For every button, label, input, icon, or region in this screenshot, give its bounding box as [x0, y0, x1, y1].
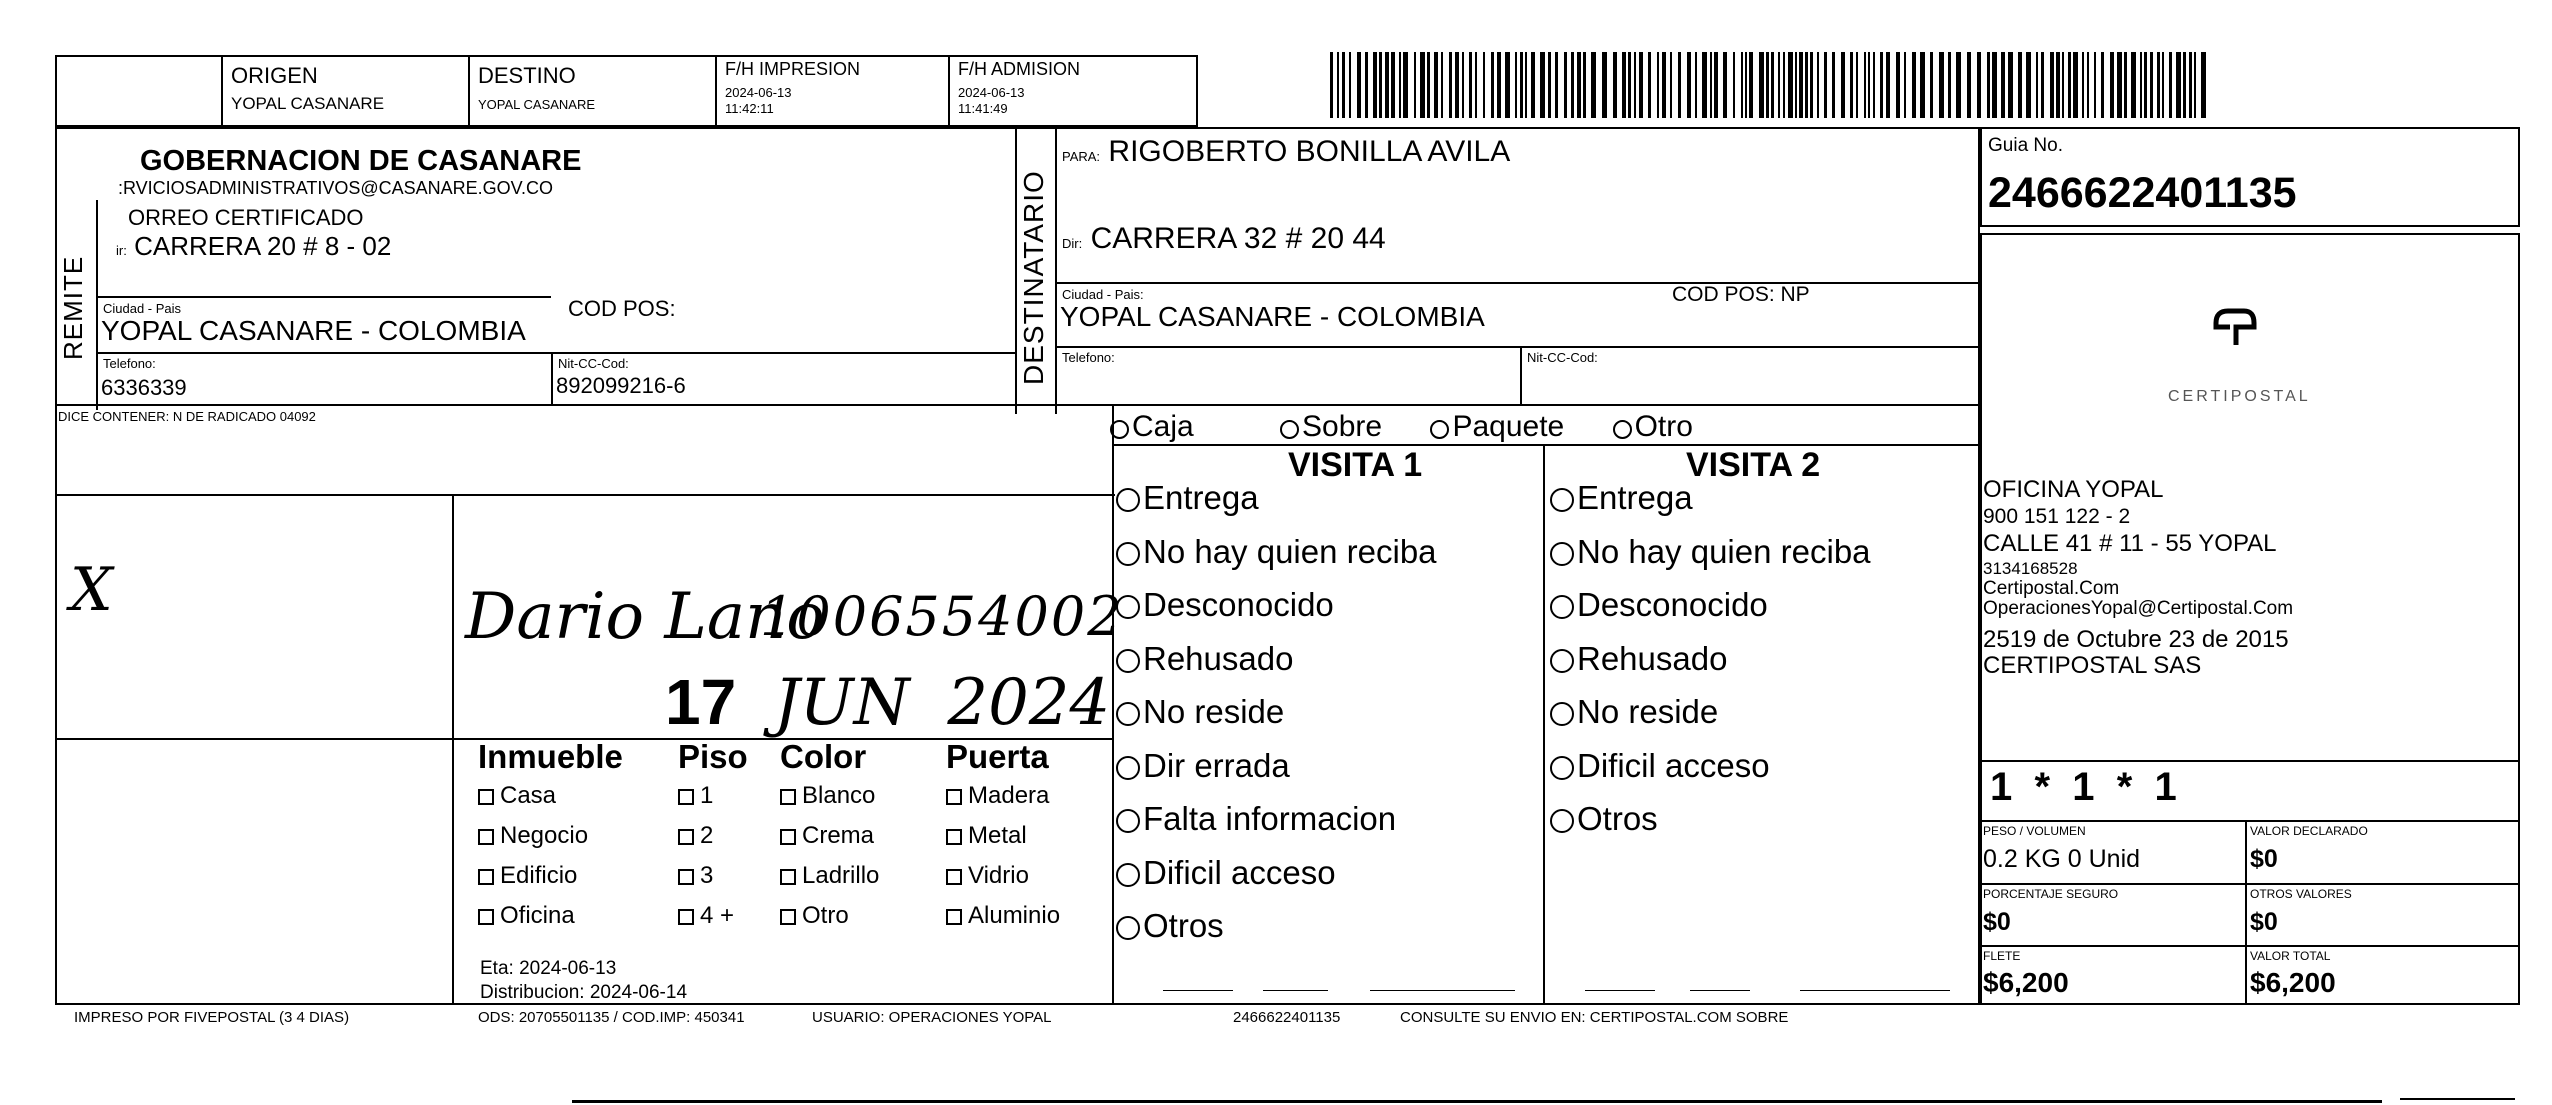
- remitente-phone: 6336339: [101, 375, 187, 400]
- destino-label: DESTINO: [478, 63, 576, 88]
- piso-header: Piso: [678, 738, 748, 775]
- para-label: PARA:: [1062, 149, 1101, 164]
- checkbox-icon[interactable]: [678, 909, 694, 925]
- barcode-bar: [1434, 52, 1438, 118]
- admision-date: 2024-06-13: [958, 85, 1025, 100]
- impresion-time: 11:42:11: [725, 101, 774, 116]
- visita2-option[interactable]: Entrega: [1550, 480, 1693, 516]
- barcode-bar: [2124, 52, 2127, 118]
- visita2-option[interactable]: Desconocido: [1550, 587, 1768, 623]
- barcode-bar: [1788, 52, 1793, 118]
- barcode-bar: [1420, 52, 1425, 118]
- barcode-bar: [1702, 52, 1707, 118]
- barcode-bar: [1540, 52, 1545, 118]
- barcode-bar: [1373, 52, 1377, 118]
- barcode-bar: [1733, 52, 1735, 118]
- radio-icon[interactable]: [1550, 756, 1574, 780]
- destino-cell: [468, 55, 717, 127]
- barcode-bar: [1783, 52, 1785, 118]
- admision-cell: [948, 55, 1198, 127]
- remitente-name: GOBERNACION DE CASANARE: [140, 145, 582, 177]
- radio-icon[interactable]: [1550, 702, 1574, 726]
- barcode-bar: [1475, 52, 1477, 118]
- peso-label: PESO / VOLUMEN: [1983, 824, 2086, 838]
- barcode-bar: [1977, 52, 1981, 118]
- inmueble-checkbox-item[interactable]: Edificio: [478, 862, 577, 890]
- barcode-bar: [1385, 52, 1389, 118]
- barcode-bar: [1613, 52, 1617, 118]
- barcode-bar: [2189, 52, 2192, 118]
- barcode-bar: [1403, 52, 1408, 118]
- remitente-service: ORREO CERTIFICADO: [128, 205, 364, 230]
- barcode-bar: [2169, 52, 2172, 118]
- destinatario-side-label: DESTINATARIO: [1018, 170, 1049, 385]
- visita1-option[interactable]: Otros: [1116, 908, 1224, 944]
- barcode-bar: [2068, 52, 2071, 118]
- inmueble-checkbox-item[interactable]: 2: [678, 822, 713, 850]
- barcode-bar: [1795, 52, 1797, 118]
- inmueble-checkbox-item[interactable]: Negocio: [478, 822, 588, 850]
- destino-value: YOPAL CASANARE: [478, 97, 596, 112]
- impresion-cell: [715, 55, 950, 127]
- remitente-city: YOPAL CASANARE - COLOMBIA: [101, 315, 526, 346]
- company-resolution: 2519 de Octubre 23 de 2015: [1983, 626, 2289, 653]
- barcode-bar: [1778, 52, 1780, 118]
- remitente-nit-label: Nit-CC-Cod:: [558, 356, 629, 371]
- checkbox-icon[interactable]: [946, 909, 962, 925]
- barcode-bar: [1591, 52, 1596, 118]
- destinatario-address: CARRERA 32 # 20 44: [1090, 222, 1386, 255]
- destinatario-name: RIGOBERTO BONILLA AVILA: [1108, 135, 1511, 168]
- barcode-bar: [1992, 52, 1997, 118]
- barcode-bar: [2183, 52, 2186, 118]
- date-stamp: 17 JUN 2024: [665, 666, 1111, 740]
- barcode-bar: [1832, 52, 1835, 118]
- inmueble-checkbox-item[interactable]: Otro: [780, 902, 849, 930]
- footer-guia: 2466622401135: [1233, 1009, 1341, 1026]
- remitente-nit: 892099216-6: [556, 373, 686, 398]
- visita2-option[interactable]: No reside: [1550, 694, 1718, 730]
- remitente-side-label: REMITE: [58, 255, 88, 360]
- company-name: CERTIPOSTAL SAS: [1983, 652, 2202, 679]
- remitente-codpos-label: COD POS:: [568, 296, 676, 321]
- eta-text: Eta: 2024-06-13: [480, 958, 617, 979]
- destinatario-phone-label: Telefono:: [1062, 350, 1115, 365]
- barcode-bar: [1896, 52, 1900, 118]
- inmueble-checkbox-item[interactable]: Aluminio: [946, 902, 1060, 930]
- checkbox-icon[interactable]: [780, 829, 796, 845]
- barcode-bar: [1634, 52, 1636, 118]
- barcode-bar: [1687, 52, 1691, 118]
- remitente-email: :RVICIOSADMINISTRATIVOS@CASANARE.GOV.CO: [118, 178, 554, 198]
- barcode-bar: [1856, 52, 1858, 118]
- company-web: Certipostal.Com: [1983, 578, 2120, 599]
- barcode-bar: [2157, 52, 2160, 118]
- color-header: Color: [780, 738, 867, 775]
- barcode-bar: [2117, 52, 2122, 118]
- barcode-bar: [1548, 52, 1551, 118]
- inmueble-checkbox-item[interactable]: Metal: [946, 822, 1027, 850]
- barcode-bar: [1469, 52, 1472, 118]
- visita1-option[interactable]: No reside: [1116, 694, 1284, 730]
- bottom-rule: [572, 1100, 2382, 1103]
- total-value: $6,200: [2250, 967, 2336, 998]
- package-otro-option[interactable]: Otro: [1613, 410, 1693, 443]
- barcode-bar: [2062, 52, 2064, 118]
- barcode-bar: [2041, 52, 2044, 118]
- barcode-bar: [1525, 52, 1527, 118]
- piece-counts: 1 * 1 * 1: [1990, 765, 2177, 809]
- barcode-bar: [1622, 52, 1626, 118]
- barcode-bar: [1602, 52, 1607, 118]
- barcode-bar: [1449, 52, 1452, 118]
- barcode-bar: [1967, 52, 1971, 118]
- checkbox-icon[interactable]: [946, 829, 962, 845]
- total-label: VALOR TOTAL: [2250, 949, 2331, 963]
- barcode-bar: [1497, 52, 1501, 118]
- visita1-title: VISITA 1: [1288, 446, 1423, 484]
- barcode-bar: [1939, 52, 1944, 118]
- handwritten-id-number: 1006554002: [760, 585, 1124, 648]
- barcode-bar: [1886, 52, 1890, 118]
- visita2-option[interactable]: Otros: [1550, 801, 1658, 837]
- barcode-bar: [1723, 52, 1727, 118]
- inmueble-checkbox-item[interactable]: Madera: [946, 782, 1049, 810]
- barcode-bar: [2176, 52, 2181, 118]
- package-types: [1110, 410, 1693, 444]
- checkbox-icon[interactable]: [478, 909, 494, 925]
- inmueble-checkbox-item[interactable]: Casa: [478, 782, 556, 810]
- visita2-option[interactable]: Dificil acceso: [1550, 748, 1770, 784]
- company-office: OFICINA YOPAL: [1983, 476, 2164, 503]
- barcode-bar: [1414, 52, 1416, 118]
- remitente-city-label: Ciudad - Pais: [103, 301, 182, 316]
- radio-icon[interactable]: [1116, 756, 1140, 780]
- radio-icon[interactable]: [1116, 488, 1140, 512]
- company-address: CALLE 41 # 11 - 55 YOPAL: [1983, 530, 2277, 557]
- barcode-bar: [2140, 52, 2142, 118]
- barcode-bar: [2073, 52, 2078, 118]
- barcode-bar: [1678, 52, 1681, 118]
- barcode-bar: [1741, 52, 1743, 118]
- barcode-bar: [1505, 52, 1510, 118]
- checkbox-icon[interactable]: [946, 789, 962, 805]
- barcode-bar: [1520, 52, 1523, 118]
- footer-consulte: CONSULTE SU ENVIO EN: CERTIPOSTAL.COM SOBRE: [1400, 1009, 1789, 1026]
- barcode-bar: [1745, 52, 1747, 118]
- inmueble-checkbox-item[interactable]: Oficina: [478, 902, 575, 930]
- header-blank-cell: [55, 55, 223, 127]
- distribucion-text: Distribucion: 2024-06-14: [480, 982, 688, 1003]
- visita1-option[interactable]: Rehusado: [1116, 641, 1293, 677]
- company-logo-text: CERTIPOSTAL: [2168, 388, 2311, 405]
- barcode-bar: [1455, 52, 1459, 118]
- barcode-bar: [1391, 52, 1395, 118]
- inmueble-checkbox-item[interactable]: 4 +: [678, 902, 734, 930]
- company-email: OperacionesYopal@Certipostal.Com: [1983, 598, 2294, 619]
- inmueble-checkbox-item[interactable]: Vidrio: [946, 862, 1029, 890]
- radio-icon[interactable]: [1116, 542, 1140, 566]
- visita2-option[interactable]: Rehusado: [1550, 641, 1727, 677]
- barcode-bar: [1817, 52, 1819, 118]
- contents-text: DICE CONTENER: N DE RADICADO 04092: [58, 409, 316, 424]
- barcode-bar: [1349, 52, 1351, 118]
- barcode-bar: [1531, 52, 1535, 118]
- footer-printed-by: IMPRESO POR FIVEPOSTAL (3 4 DIAS): [74, 1009, 350, 1026]
- destinatario-city-label: Ciudad - Pais:: [1062, 287, 1144, 302]
- company-nit: 900 151 122 - 2: [1983, 505, 2131, 528]
- remitente-address: CARRERA 20 # 8 - 02: [134, 231, 392, 261]
- barcode-bar: [2162, 52, 2164, 118]
- radio-icon[interactable]: [1280, 420, 1299, 439]
- flete-label: FLETE: [1983, 949, 2021, 963]
- handwritten-mark: X: [70, 555, 113, 625]
- otros-label: OTROS VALORES: [2250, 887, 2352, 901]
- radio-icon[interactable]: [1116, 649, 1140, 673]
- barcode-bar: [1670, 52, 1672, 118]
- barcode-bar: [1577, 52, 1581, 118]
- barcode-bar: [2110, 52, 2114, 118]
- barcode-bar: [1771, 52, 1774, 118]
- barcode-bar: [1864, 52, 1866, 118]
- barcode-bar: [1841, 52, 1845, 118]
- barcode-bar: [1873, 52, 1875, 118]
- impresion-date: 2024-06-13: [725, 85, 792, 100]
- barcode-bar: [2194, 52, 2196, 118]
- barcode-bar: [1330, 52, 1333, 118]
- radio-icon[interactable]: [1550, 595, 1574, 619]
- footer-usuario: USUARIO: OPERACIONES YOPAL: [812, 1009, 1052, 1026]
- checkbox-icon[interactable]: [780, 909, 796, 925]
- barcode-bar: [1337, 52, 1339, 118]
- seguro-label: PORCENTAJE SEGURO: [1983, 887, 2119, 901]
- admision-time: 11:41:49: [958, 101, 1008, 116]
- barcode-bar: [1749, 52, 1753, 118]
- inmueble-checkbox-item[interactable]: 1: [678, 782, 713, 810]
- checkbox-icon[interactable]: [678, 789, 694, 805]
- barcode-bar: [1583, 52, 1586, 118]
- radio-icon[interactable]: [1116, 809, 1140, 833]
- visita2-option[interactable]: No hay quien reciba: [1550, 534, 1871, 570]
- checkbox-icon[interactable]: [478, 869, 494, 885]
- barcode-bar: [1710, 52, 1712, 118]
- checkbox-icon[interactable]: [478, 829, 494, 845]
- barcode-bar: [1759, 52, 1764, 118]
- barcode-bar: [1491, 52, 1494, 118]
- radio-icon[interactable]: [1116, 702, 1140, 726]
- barcode-bar: [1920, 52, 1925, 118]
- package-caja-option[interactable]: Caja: [1110, 410, 1194, 443]
- visita1-option[interactable]: Falta informacion: [1116, 801, 1396, 837]
- remitente-address-label: ir:: [116, 243, 127, 258]
- barcode-bar: [1912, 52, 1916, 118]
- guia-box: [1980, 127, 2520, 227]
- origen-label: ORIGEN: [231, 63, 318, 88]
- package-paquete-option[interactable]: Paquete: [1430, 410, 1564, 443]
- declarado-value: $0: [2250, 845, 2278, 873]
- guia-number: 2466622401135: [1988, 169, 2297, 217]
- admision-label: F/H ADMISION: [958, 59, 1081, 79]
- barcode-bar: [1555, 52, 1558, 118]
- barcode-bar: [1805, 52, 1808, 118]
- radio-icon[interactable]: [1430, 420, 1449, 439]
- barcode-bar: [1880, 52, 1883, 118]
- radio-icon[interactable]: [1116, 863, 1140, 887]
- barcode-bar: [1766, 52, 1769, 118]
- visita2-title: VISITA 2: [1686, 446, 1821, 484]
- barcode-bar: [2008, 52, 2013, 118]
- visita1-option[interactable]: No hay quien reciba: [1116, 534, 1437, 570]
- barcode-bar: [1399, 52, 1401, 118]
- barcode: [1330, 52, 2210, 118]
- barcode-bar: [2036, 52, 2038, 118]
- barcode-bar: [2087, 52, 2089, 118]
- barcode-bar: [2001, 52, 2005, 118]
- dir-label: Dir:: [1062, 236, 1083, 251]
- barcode-bar: [2050, 52, 2054, 118]
- barcode-bar: [2094, 52, 2096, 118]
- checkbox-icon[interactable]: [678, 829, 694, 845]
- checkbox-icon[interactable]: [478, 789, 494, 805]
- barcode-bar: [1868, 52, 1870, 118]
- radio-icon[interactable]: [1116, 916, 1140, 940]
- barcode-bar: [2056, 52, 2060, 118]
- radio-icon[interactable]: [1550, 649, 1574, 673]
- inmueble-checkbox-item[interactable]: Ladrillo: [780, 862, 879, 890]
- barcode-bar: [2101, 52, 2104, 118]
- barcode-bar: [1662, 52, 1666, 118]
- checkbox-icon[interactable]: [678, 869, 694, 885]
- barcode-bar: [1799, 52, 1803, 118]
- barcode-bar: [2144, 52, 2147, 118]
- origen-cell: [221, 55, 470, 127]
- visita1-option[interactable]: Dificil acceso: [1116, 855, 1336, 891]
- barcode-bar: [1657, 52, 1659, 118]
- barcode-bar: [1441, 52, 1443, 118]
- barcode-bar: [2026, 52, 2031, 118]
- barcode-bar: [2131, 52, 2136, 118]
- barcode-bar: [1564, 52, 1567, 118]
- barcode-bar: [1515, 52, 1517, 118]
- barcode-bar: [1810, 52, 1813, 118]
- barcode-bar: [1648, 52, 1651, 118]
- barcode-bar: [1628, 52, 1631, 118]
- handwritten-signature: Dario Lano: [465, 580, 825, 654]
- origen-value: YOPAL CASANARE: [231, 94, 385, 113]
- barcode-bar: [2082, 52, 2084, 118]
- footer-ods: ODS: 20705501135 / COD.IMP: 450341: [478, 1009, 745, 1026]
- radio-icon[interactable]: [1550, 542, 1574, 566]
- inmueble-checkbox-item[interactable]: 3: [678, 862, 713, 890]
- barcode-bar: [1904, 52, 1906, 118]
- radio-icon[interactable]: [1550, 488, 1574, 512]
- barcode-bar: [1850, 52, 1853, 118]
- package-sobre-option[interactable]: Sobre: [1280, 410, 1382, 443]
- inmueble-checkbox-item[interactable]: Crema: [780, 822, 874, 850]
- barcode-bar: [1714, 52, 1718, 118]
- barcode-bar: [2150, 52, 2153, 118]
- visita1-option[interactable]: Entrega: [1116, 480, 1259, 516]
- barcode-bar: [1462, 52, 1464, 118]
- barcode-bar: [1695, 52, 1697, 118]
- destinatario-codpos: COD POS: NP: [1672, 283, 1810, 306]
- barcode-bar: [1639, 52, 1643, 118]
- company-phone: 3134168528: [1983, 559, 2078, 578]
- inmueble-checkbox-item[interactable]: Blanco: [780, 782, 875, 810]
- seguro-value: $0: [1983, 908, 2011, 936]
- visita1-option[interactable]: Dir errada: [1116, 748, 1290, 784]
- barcode-bar: [1930, 52, 1933, 118]
- barcode-bar: [1427, 52, 1430, 118]
- remitente-phone-label: Telefono:: [103, 356, 156, 371]
- barcode-bar: [1571, 52, 1574, 118]
- checkbox-icon[interactable]: [780, 869, 796, 885]
- visita1-option[interactable]: Desconocido: [1116, 587, 1334, 623]
- barcode-bar: [1948, 52, 1951, 118]
- flete-value: $6,200: [1983, 967, 2069, 998]
- destinatario-nit-label: Nit-CC-Cod:: [1527, 350, 1598, 365]
- barcode-bar: [1365, 52, 1368, 118]
- radio-icon[interactable]: [1613, 420, 1632, 439]
- declarado-label: VALOR DECLARADO: [2250, 824, 2368, 838]
- peso-value: 0.2 KG 0 Unid: [1983, 845, 2141, 873]
- barcode-bar: [2201, 52, 2206, 118]
- barcode-bar: [1824, 52, 1827, 118]
- otros-value: $0: [2250, 908, 2278, 936]
- radio-icon[interactable]: [1550, 809, 1574, 833]
- checkbox-icon[interactable]: [946, 869, 962, 885]
- barcode-bar: [1379, 52, 1382, 118]
- inmueble-header: Inmueble: [478, 738, 623, 775]
- puerta-header: Puerta: [946, 738, 1049, 775]
- destinatario-city: YOPAL CASANARE - COLOMBIA: [1060, 301, 1485, 332]
- guia-label: Guia No.: [1988, 135, 2063, 156]
- impresion-label: F/H IMPRESION: [725, 59, 861, 79]
- barcode-bar: [2018, 52, 2022, 118]
- barcode-bar: [1342, 52, 1345, 118]
- barcode-bar: [1357, 52, 1361, 118]
- certipostal-logo-icon: [2210, 305, 2260, 356]
- barcode-bar: [1956, 52, 1961, 118]
- barcode-bar: [1987, 52, 1990, 118]
- barcode-bar: [1483, 52, 1485, 118]
- checkbox-icon[interactable]: [780, 789, 796, 805]
